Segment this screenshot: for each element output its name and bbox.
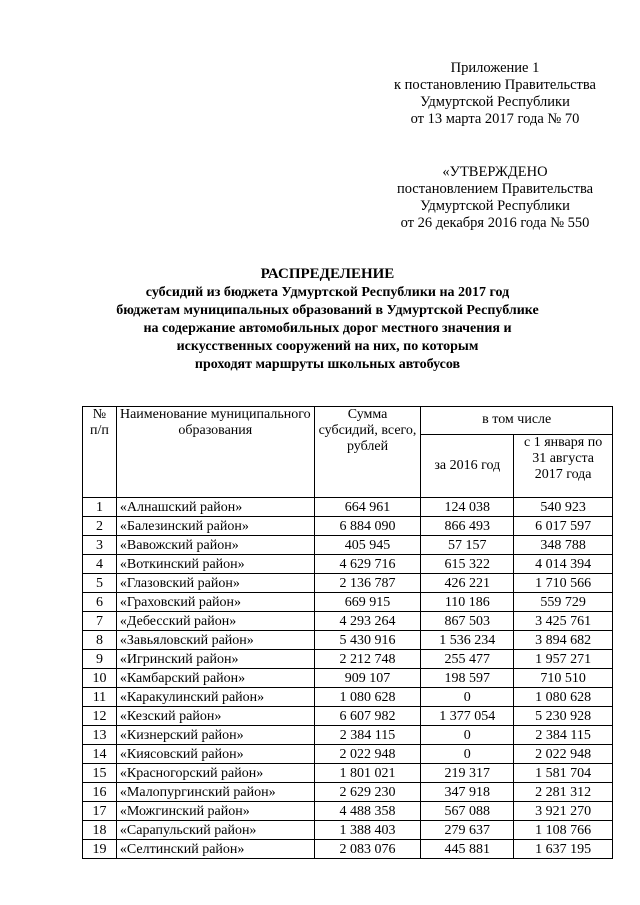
table-row [83,650,613,669]
row-number: 12 [83,707,117,726]
title-line: бюджетам муниципальных образований в Удмуртской Республике [116,303,539,318]
subsidy-2016: 279 637 [421,821,514,840]
subsidy-2017-period: 3 425 761 [514,612,613,631]
subsidy-2017-period: 5 230 928 [514,707,613,726]
subsidy-2016: 0 [421,745,514,764]
municipality-name: «Каракулинский район» [116,688,314,707]
subsidy-total: 405 945 [314,536,421,555]
subsidy-total: 2 083 076 [314,840,421,859]
table-row [83,498,613,517]
municipality-name: «Красногорский район» [116,764,314,783]
municipality-name: «Алнашский район» [116,498,314,517]
municipality-name: «Малопургинский район» [116,783,314,802]
subsidy-total: 2 629 230 [314,783,421,802]
subsidy-2017-period: 2 281 312 [514,783,613,802]
table-row [83,726,613,745]
municipality-name: «Киясовский район» [116,745,314,764]
subsidy-total: 1 388 403 [314,821,421,840]
subsidy-2016: 219 317 [421,764,514,783]
table-row [83,783,613,802]
appendix-line: Приложение 1 [450,60,540,76]
title-line: проходят маршруты школьных автобусов [194,357,461,372]
row-number: 3 [83,536,117,555]
header-total: Сумма субсидий, всего, рублей [314,407,421,498]
subsidy-2017-period: 1 108 766 [514,821,613,840]
subsidy-total: 4 488 358 [314,802,421,821]
header-period: с 1 января по 31 августа 2017 года [514,434,613,497]
subsidy-2017-period: 6 017 597 [514,517,613,536]
municipality-name: «Можгинский район» [116,802,314,821]
municipality-name: «Вавожский район» [116,536,314,555]
approved-line: «УТВЕРЖДЕНО [442,164,548,180]
table-row [83,555,613,574]
subsidy-total: 2 136 787 [314,574,421,593]
table-row [83,688,613,707]
municipality-name: «Глазовский район» [116,574,314,593]
subsidy-total: 2 212 748 [314,650,421,669]
row-number: 16 [83,783,117,802]
municipality-name: «Селтинский район» [116,840,314,859]
row-number: 10 [83,669,117,688]
subsidy-2017-period: 1 637 195 [514,840,613,859]
subsidy-2017-period: 3 921 270 [514,802,613,821]
subsidy-2017-period: 4 014 394 [514,555,613,574]
subsidy-total: 6 607 982 [314,707,421,726]
row-number: 19 [83,840,117,859]
municipality-name: «Завьяловский район» [116,631,314,650]
header-2016: за 2016 год [421,434,514,497]
row-number: 5 [83,574,117,593]
title-main: РАСПРЕДЕЛЕНИЕ [260,266,395,282]
subsidy-2016: 867 503 [421,612,514,631]
subsidy-2016: 866 493 [421,517,514,536]
subsidy-2017-period: 1 581 704 [514,764,613,783]
table-row [83,593,613,612]
subsidy-2017-period: 348 788 [514,536,613,555]
municipality-name: «Балезинский район» [116,517,314,536]
table-row [83,764,613,783]
appendix-line: Удмуртской Республики [420,94,570,110]
subsidy-2016: 57 157 [421,536,514,555]
subsidy-total: 4 293 264 [314,612,421,631]
table-row [83,707,613,726]
subsidy-total: 909 107 [314,669,421,688]
municipality-name: «Граховский район» [116,593,314,612]
municipality-name: «Воткинский район» [116,555,314,574]
subsidy-2017-period: 540 923 [514,498,613,517]
appendix-line: от 13 марта 2017 года № 70 [410,111,580,127]
subsidy-2016: 1 536 234 [421,631,514,650]
subsidy-2016: 347 918 [421,783,514,802]
header-including: в том числе [421,407,613,435]
appendix-line: к постановлению Правительства [394,77,596,93]
municipality-name: «Дебесский район» [116,612,314,631]
row-number: 9 [83,650,117,669]
header-name: Наименование муниципального образования [116,407,314,498]
table-row [83,840,613,859]
subsidy-2017-period: 1 710 566 [514,574,613,593]
subsidy-2016: 1 377 054 [421,707,514,726]
subsidy-2017-period: 2 384 115 [514,726,613,745]
municipality-name: «Игринский район» [116,650,314,669]
subsidy-2016: 198 597 [421,669,514,688]
row-number: 17 [83,802,117,821]
row-number: 14 [83,745,117,764]
table-row [83,612,613,631]
subsidy-2016: 567 088 [421,802,514,821]
subsidy-2016: 445 881 [421,840,514,859]
subsidy-total: 6 884 090 [314,517,421,536]
appendix-note [380,60,610,128]
title-line: искусственных сооружений на них, по которым [176,339,479,354]
subsidy-2017-period: 1 080 628 [514,688,613,707]
row-number: 4 [83,555,117,574]
subsidy-2016: 615 322 [421,555,514,574]
table-row [83,574,613,593]
subsidy-total: 669 915 [314,593,421,612]
municipality-name: «Кизнерский район» [116,726,314,745]
table-row [83,536,613,555]
municipality-name: «Камбарский район» [116,669,314,688]
table-row [83,669,613,688]
title-line: субсидий из бюджета Удмуртской Республики на 2017 год [145,285,510,300]
subsidy-total: 1 080 628 [314,688,421,707]
subsidy-2017-period: 559 729 [514,593,613,612]
subsidy-2016: 110 186 [421,593,514,612]
approved-line: от 26 декабря 2016 года № 550 [400,215,590,231]
subsidy-2017-period: 1 957 271 [514,650,613,669]
row-number: 1 [83,498,117,517]
row-number: 18 [83,821,117,840]
row-number: 6 [83,593,117,612]
approved-line: постановлением Правительства [396,181,594,197]
subsidy-2016: 0 [421,688,514,707]
document-title [60,265,595,374]
table-row [83,517,613,536]
row-number: 8 [83,631,117,650]
row-number: 15 [83,764,117,783]
subsidy-2017-period: 2 022 948 [514,745,613,764]
row-number: 11 [83,688,117,707]
table-row [83,821,613,840]
table-row [83,802,613,821]
subsidy-2016: 426 221 [421,574,514,593]
row-number: 7 [83,612,117,631]
approved-line: Удмуртской Республики [420,198,570,214]
row-number: 13 [83,726,117,745]
municipality-name: «Сарапульский район» [116,821,314,840]
subsidy-table [82,406,613,859]
subsidy-2017-period: 710 510 [514,669,613,688]
subsidy-total: 2 384 115 [314,726,421,745]
table-row [83,745,613,764]
subsidy-total: 1 801 021 [314,764,421,783]
subsidy-total: 2 022 948 [314,745,421,764]
subsidy-2016: 255 477 [421,650,514,669]
table-row [83,631,613,650]
subsidy-total: 5 430 916 [314,631,421,650]
subsidy-total: 664 961 [314,498,421,517]
header-num: № п/п [83,407,117,498]
subsidy-2016: 124 038 [421,498,514,517]
subsidy-2016: 0 [421,726,514,745]
municipality-name: «Кезский район» [116,707,314,726]
subsidy-2017-period: 3 894 682 [514,631,613,650]
row-number: 2 [83,517,117,536]
approval-stamp-text [380,164,610,232]
title-line: на содержание автомобильных дорог местного значения и [143,321,512,336]
subsidy-total: 4 629 716 [314,555,421,574]
